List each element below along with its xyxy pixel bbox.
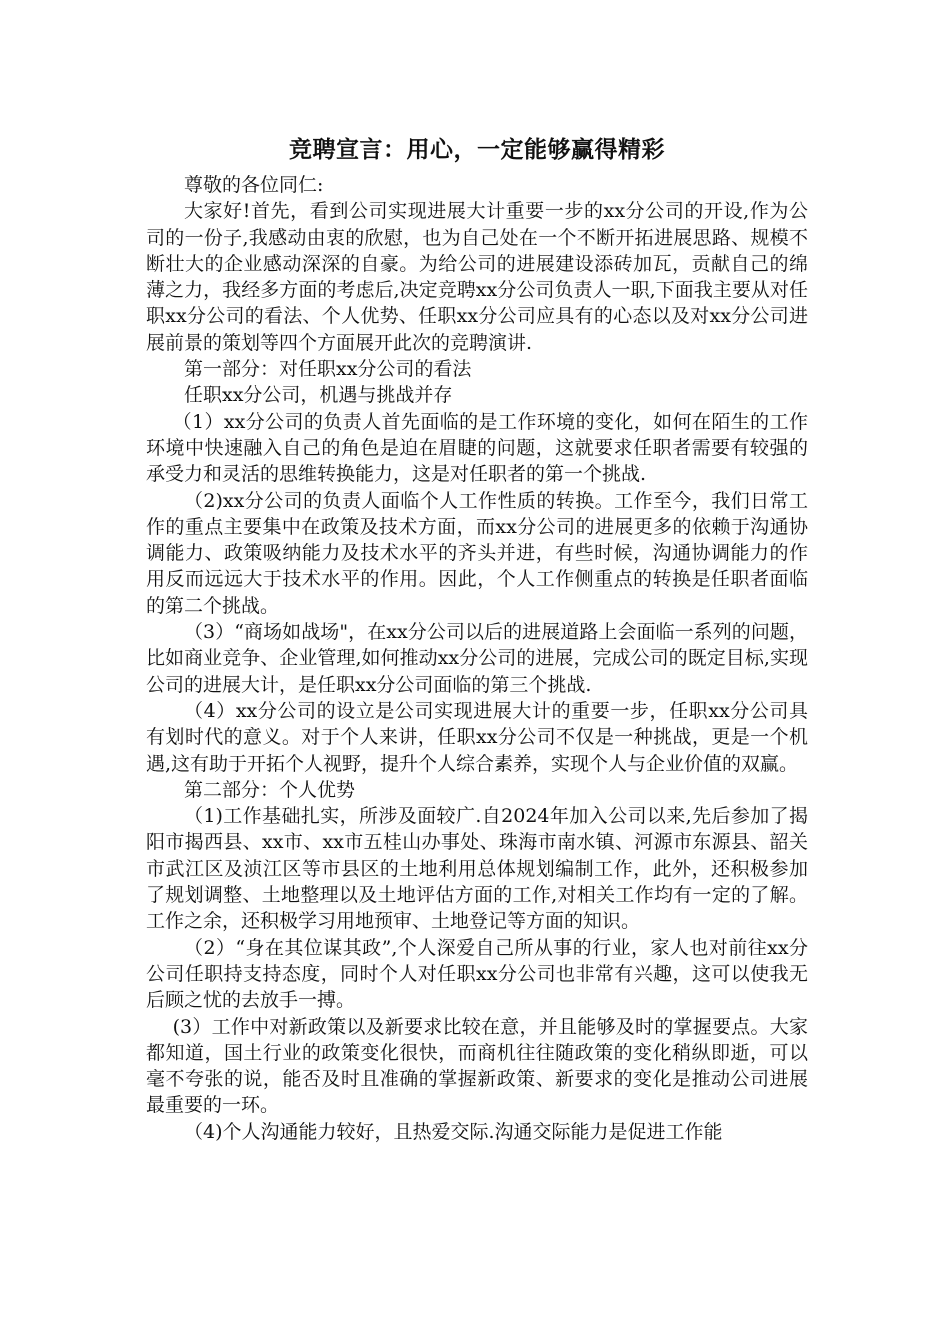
paragraph-advantage-4: （4)个人沟通能力较好，且热爱交际.沟通交际能力是促进工作能: [184, 1120, 723, 1143]
paragraph-challenge-4: （4）xx分公司的设立是公司实现进展大计的重要一步，任职xx分公司具有划时代的意义。对于个人来讲，任职xx分公司不仅是一种挑战，更是一个机遇,这有助于开拓个人视野，提升个人综合素养，实现个人与企业价值的双赢。: [146, 699, 808, 775]
paragraph-intro: 大家好!首先，看到公司实现进展大计重要一步的xx分公司的开设,作为公司的一份子,我感动由衷的欣慰，也为自己处在一个不断开拓进展思路、规模不断壮大的企业感动深深的自豪。为给公司的进展建设添砖加瓦，贡献自己的绵薄之力，我经多方面的考虑后,决定竞聘xx分公司负责人一职,下面我主要从对任职xx分公司的看法、个人优势、任职xx分公司应具有的心态以及对xx分公司进展前景的策划等四个方面展开此次的竞聘演讲.: [146, 200, 808, 354]
paragraph-challenge-3: （3）“商场如战场"，在xx分公司以后的进展道路上会面临一系列的问题，比如商业竞争、企业管理,如何推动xx分公司的进展，完成公司的既定目标,实现公司的进展大计，是任职xx分公司面临的第三个挑战.: [146, 621, 808, 696]
document-page: [146, 128, 808, 1145]
section-heading-part-one: 第一部分：对任职xx分公司的看法: [184, 358, 472, 381]
paragraph-advantage-2: （2）“身在其位谋其政”,个人深爱自己所从事的行业，家人也对前往xx分公司任职持支持态度，同时个人对任职xx分公司也非常有兴趣，这可以使我无后顾之忧的去放手一搏。: [146, 936, 808, 1012]
paragraph-challenge-2: （2)xx分公司的负责人面临个人工作性质的转换。工作至今，我们日常工作的重点主要集中在政策及技术方面，而xx分公司的进展更多的依赖于沟通协调能力、政策吸纳能力及技术水平的齐头并进，有些时候，沟通协调能力的作用反而远远大于技术水平的作用。因此，个人工作侧重点的转换是任职者面临的第二个挑战。: [146, 489, 808, 617]
paragraph-advantage-1: （1)工作基础扎实，所涉及面较广.自2024年加入公司以来,先后参加了揭阳市揭西县、xx市、xx市五桂山办事处、珠海市南水镇、河源市东源县、韶关市武江区及浈江区等市县区的土地利用总体规划编制工作，此外，还积极参加了规划调整、土地整理以及土地评估方面的工作,对相关工作均有一定的了解。工作之余，还积极学习用地预审、土地登记等方面的知识。: [146, 805, 808, 933]
paragraph-challenge-1: （1）xx分公司的负责人首先面临的是工作环境的变化，如何在陌生的工作环境中快速融入自己的角色是迫在眉睫的问题，这就要求任职者需要有较强的承受力和灵活的思维转换能力，这是对任职者的第一个挑战.: [146, 410, 808, 486]
section-heading-part-two: 第二部分：个人优势: [184, 778, 356, 801]
subheading-opportunity: 任职xx分公司，机遇与挑战并存: [184, 384, 453, 407]
paragraph-advantage-3: (3）工作中对新政策以及新要求比较在意，并且能够及时的掌握要点。大家都知道，国土行业的政策变化很快，而商机往往随政策的变化稍纵即逝，可以毫不夸张的说，能否及时且准确的掌握新政策、新要求的变化是推动公司进展最重要的一环。: [146, 1015, 808, 1117]
salutation: 尊敬的各位同仁:: [184, 174, 324, 196]
document-title: 竞聘宣言：用心，一定能够赢得精彩: [289, 136, 665, 163]
